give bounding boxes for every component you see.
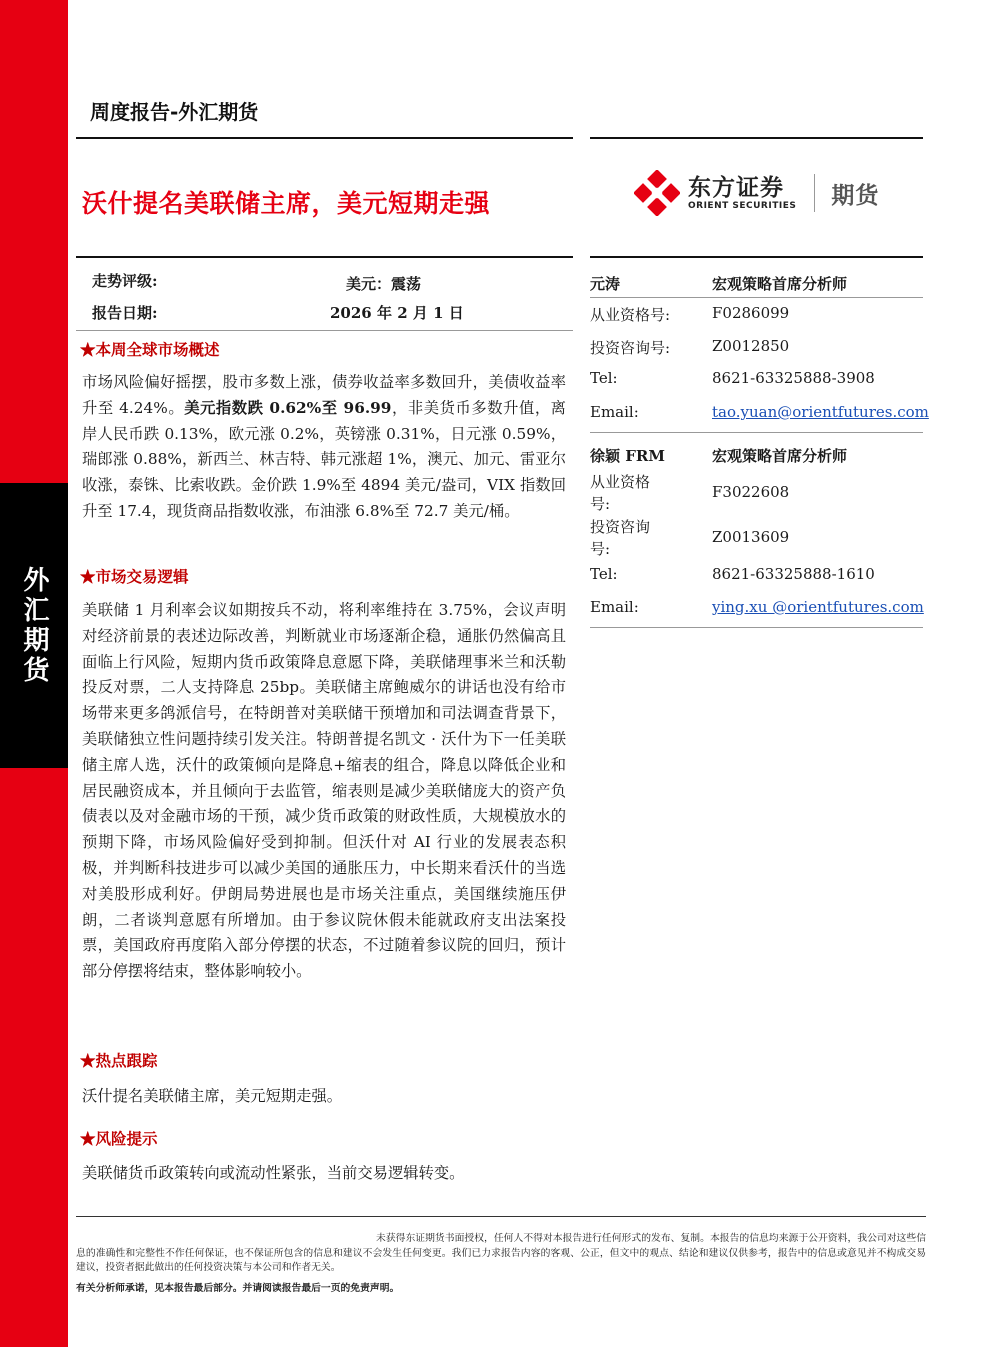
analyst-1-title: 宏观策略首席分析师 bbox=[712, 275, 848, 293]
meta-rule-left bbox=[76, 256, 573, 258]
analyst-2-license: F3022608 bbox=[712, 483, 790, 501]
section-heading-hot: ★热点跟踪 bbox=[80, 1051, 158, 1070]
date-label: 报告日期: bbox=[92, 304, 158, 322]
analyst-1-consult-label: 投资咨询号: bbox=[590, 339, 671, 357]
analyst-1-tel: 8621-63325888-3908 bbox=[712, 369, 875, 387]
section-heading-risk: ★风险提示 bbox=[80, 1129, 158, 1148]
meta-divider bbox=[76, 330, 573, 331]
sidebar-category-tab bbox=[0, 483, 68, 768]
analyst-1-license: F0286099 bbox=[712, 304, 790, 322]
analyst-1-tel-label: Tel: bbox=[590, 369, 618, 387]
risk-paragraph: 美联储货币政策转向或流动性紧张，当前交易逻辑转变。 bbox=[82, 1164, 465, 1182]
overview-text-bold: 美元指数跌 0.62%至 96.99 bbox=[184, 398, 392, 417]
logo-brand-en: ORIENT SECURITIES bbox=[688, 201, 797, 211]
hot-paragraph: 沃什提名美联储主席，美元短期走强。 bbox=[82, 1087, 343, 1105]
analyst-1-name: 元涛 bbox=[590, 275, 621, 293]
logo-subbrand: 期货 bbox=[831, 182, 880, 209]
company-logo bbox=[634, 170, 879, 216]
analyst-1-email-link[interactable]: tao.yuan@orientfutures.com bbox=[712, 403, 929, 421]
overview-paragraph bbox=[82, 370, 566, 525]
header-rule-left bbox=[76, 137, 573, 139]
report-type: 周度报告-外汇期货 bbox=[90, 100, 259, 124]
analyst-2-name: 徐颖 FRM bbox=[590, 447, 665, 465]
header-rule-right bbox=[590, 137, 923, 139]
analyst-1-rule bbox=[590, 297, 923, 298]
analyst-2-consult-label-1: 投资咨询 bbox=[590, 518, 651, 536]
section-heading-logic: ★市场交易逻辑 bbox=[80, 567, 189, 586]
footer-disclaimer: 未获得东证期货书面授权，任何人不得对本报告进行任何形式的发布、复制。本报告的信息均来源于公开资料，我公司对这些信息的准确性和完整性不作任何保证，也不保证所包含的信息和建议不会发生任何变更。我们已力求报告内容的客观、公正，但文中的观点、结论和建议仅供参考，报告中的信息或意见并不构成交易建议，投资者据此做出的任何投资决策与本公司和作者无关。 bbox=[76, 1233, 926, 1273]
logic-paragraph: 美联储 1 月利率会议如期按兵不动，将利率维持在 3.75%，会议声明对经济前景的表述边际改善，判断就业市场逐渐企稳，通胀仍然偏高且面临上行风险，短期内货币政策降息意愿下降，美联储理事米兰和沃勒投反对票，二人支持降息 25bp。美联储主席鲍威尔的讲话也没有给市场带来更多鸽派信号，在特朗普对美联储干预增加和司法调查背景下，美联储独立性问题持续引发关注。特朗普提名凯文 · 沃什为下一任美联储主席人选，沃什的政策倾向是降息+缩表的组合，降息以降低企业和居民融资成本，并且倾向于去监管，缩表则是减少美联储庞大的资产负债表以及对金融市场的干预，减少货币政策的财政性质，大规模放水的预期下降，市场风险偏好受到抑制。但沃什对 AI 行业的发展表态积极，并判断科技进步可以减少美国的通胀压力，中长期来看沃什的当选对美股形成利好。伊朗局势进展也是市场关注重点，美国继续施压伊朗，二者谈判意愿有所增加。由于参议院休假未能就政府支出法案投票，美国政府再度陷入部分停摆的状态，不过随着参议院的回归，预计部分停摆将结束，整体影响较小。 bbox=[82, 601, 566, 981]
analyst-divider bbox=[590, 432, 923, 433]
rating-value: 美元：震荡 bbox=[346, 275, 422, 293]
analyst-2-license-label-2: 号: bbox=[590, 495, 611, 513]
page-title: 沃什提名美联储主席，美元短期走强 bbox=[82, 189, 491, 218]
overview-text-a: 市场风险偏好摇摆，股市多数上涨，债券收益率多数回升，美债收益率升至 4.24%。 bbox=[82, 373, 566, 417]
analyst-2-tel: 8621-63325888-1610 bbox=[712, 565, 875, 583]
analyst-1-email-label: Email: bbox=[590, 403, 639, 421]
logo-brand-cn: 东方证券 bbox=[688, 175, 784, 201]
analyst-2-consult-label-2: 号: bbox=[590, 540, 611, 558]
overview-text-b: ，非美货币多数升值，离岸人民币跌 0.13%，欧元涨 0.2%，英镑涨 0.31%，日元涨 0.59%，瑞郎涨 0.88%，新西兰、林吉特、韩元涨超 1%，澳元、加元、雷亚尔收涨，泰铢、比索收跌。金价跌 1.9%至 4894 美元/盎司，VIX 指数回升至 17.4，现货商品指数收涨，布油涨 6.8%至 72.7 美元/桶。 bbox=[82, 398, 566, 520]
orient-logo-icon bbox=[634, 170, 680, 216]
footer-rule bbox=[76, 1216, 926, 1217]
footer-disclaimer-bold: 有关分析师承诺，见本报告最后部分。并请阅读报告最后一页的免责声明。 bbox=[76, 1283, 400, 1294]
analyst-bottom-rule bbox=[590, 627, 923, 628]
date-value: 2026 年 2 月 1 日 bbox=[330, 304, 464, 322]
analyst-1-consult: Z0012850 bbox=[712, 337, 790, 355]
rating-label: 走势评级: bbox=[92, 272, 158, 290]
analyst-1-license-label: 从业资格号: bbox=[590, 306, 671, 324]
meta-rule-right bbox=[590, 256, 923, 258]
analyst-2-consult: Z0013609 bbox=[712, 528, 790, 546]
analyst-2-title: 宏观策略首席分析师 bbox=[712, 447, 848, 465]
sidebar-category-label: 外汇期货 bbox=[19, 565, 49, 686]
logo-separator bbox=[814, 174, 815, 212]
analyst-2-email-label: Email: bbox=[590, 598, 639, 616]
section-heading-overview: ★本周全球市场概述 bbox=[80, 340, 220, 359]
analyst-2-email-link[interactable]: ying.xu @orientfutures.com bbox=[712, 598, 924, 616]
analyst-2-tel-label: Tel: bbox=[590, 565, 618, 583]
analyst-2-license-label-1: 从业资格 bbox=[590, 473, 651, 491]
